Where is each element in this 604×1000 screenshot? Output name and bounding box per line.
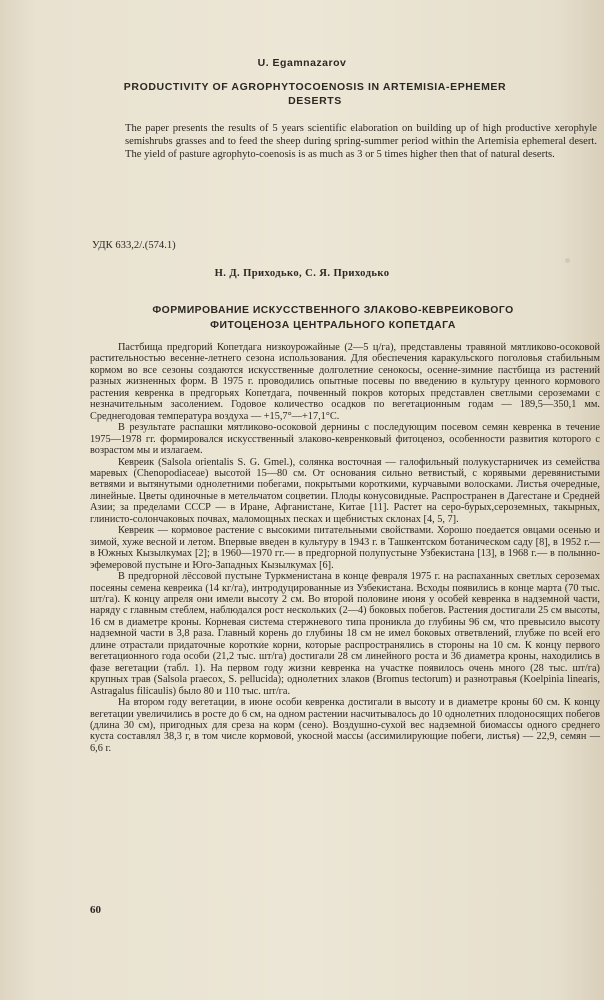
title-ru-line-1: ФОРМИРОВАНИЕ ИСКУССТВЕННОГО ЗЛАКОВО-КЕВРЕИКОВОГО: [152, 305, 514, 316]
authors-russian: Н. Д. Приходько, С. Я. Приходько: [214, 268, 390, 279]
page-number: 60: [90, 904, 101, 916]
paragraph: Кевреик — кормовое растение с высокими питательными свойствами. Хорошо поедается овцами осенью и зимой, хуже весной и летом. Впервые введен в культуру в 1943 г. в Ташкентском ботаническом саду [8], в 1952 г.— в Южных Кызылкумах [2]; в 1960—1970 гг.— в предгорной полупустыне Узбекистана [13], в 1968 г.— в полынно-эфемеровой пустыне и Юго-Западных Кызылкумах [6].: [90, 525, 600, 571]
paragraph: Пастбища предгорий Копетдага низкоурожайные (2—5 ц/га), представлены травяной мятликово-осоковой растительностью весенне-летнего сезона использования. Для обеспечения каракульского поголовья стабильным кормом во все сезоны создаются искусственные долголетние сенокосы, осенне-зимние пастбища из растений разных жизненных форм. В 1975 г. проводились опытные посевы по введению в культуру ценного кормового растения кевренка в предгорьях Копетдага, почвенный покров которых представлен светлыми сероземами с незначительным засолением. Годовое количество осадков по вегетационным годам — 189,5—350,1 мм. Среднегодовая температура воздуха — +15,7°—+17,1°С.: [90, 342, 600, 422]
title-en-line-2: DESERTS: [288, 95, 342, 107]
paragraph: Кевреик (Salsola orientalis S. G. Gmel.), солянка восточная — галофильный полукустарничек из семейства маревых (Chenopodiaceae) высотой 15—80 см. От основания сильно ветвистый, с корявыми деревянистыми ветвями и вытянутыми однолетними побегами, покрытыми короткими, курчавыми волосками. Листья очередные, линейные. Цветы одиночные в метельчатом соцветии. Плоды конусовидные. Распространен в Дагестане и Средней Азии; за пределами СССР — в Иране, Афганистане, Китае [11]. Растет на серо-бурых,сероземных, такырных, глинисто-солончаковых почвах, маломощных песках и щебнистых склонах [4, 5, 7].: [90, 456, 600, 525]
paper-spot: [565, 258, 570, 263]
article-title-russian: [108, 303, 558, 333]
paragraph: В результате распашки мятликово-осоковой дернины с последующим посевом семян кевренка в течение 1975—1978 гг. формировался искусственный злаково-кевренковый фитоценоз, особенности развития которого с возрастом мы и излагаем.: [90, 422, 600, 457]
paragraph: На втором году вегетации, в июне особи кевренка достигали в высоту и в диаметре кроны 60 см. К концу вегетации увеличились в росте до 6 см, на одном растении насчитывалось до 10 однолетних плодоносящих побегов (длина 30 см), пригодных для среза на корм (сено). Воздушно-сухой вес надземной биомассы одного среднего куста составлял 38,3 г, в том числе кормовой, укосной массы (ассимилирующие побеги, листья) — 22,9, семян — 6,6 г.: [90, 697, 600, 754]
paragraph: В предгорной лёссовой пустыне Туркменистана в конце февраля 1975 г. на распаханных светлых сероземах посеяны семена кевреика (14 кг/га), интродуцированные из Узбекистана. Всходы появились в конце марта (70 тыс. шт/га). К концу апреля они имели высоту 2 см. Во второй половине июня у особей кевренка в надземной части, наряду с главным стеблем, наблюдался рост нескольких (2—4) боковых побегов. Растения достигали 25 см высоты, 16 см в диаметре кроны. Корневая система стержневого типа проникла до глубины 96 см, что превысило высоту надземной части в 3,8 раза. Главный корень до глубины 18 см не имел боковых ответвлений, глубже по всей его длине отрастали придаточные короткие корни, которые распространялись в стороны на 10 см. К концу первого вегетационного года особи (21,2 тыс. шт/га) достигали 28 см линейного роста и 36 диаметра кроны, находились в фазе вегетации (табл. 1). На первом году жизни кевренка на участке появилось очень много (28 тыс. шт/га) крупных трав (Salsola praecox, S. pellucida); однолетних злаков (Bromus tectorum) и разнотравья (Koelpinia linearis, Astragalus filicaulis) было 80 и 110 тыс. шт/га.: [90, 571, 600, 697]
author-english: U. Egamnazarov: [257, 57, 347, 69]
title-en-line-1: PRODUCTIVITY OF AGROPHYTOCOENOSIS IN ARTEMISIA-EPHEMER: [123, 81, 507, 93]
title-ru-line-2: ФИТОЦЕНОЗА ЦЕНТРАЛЬНОГО КОПЕТДАГА: [210, 320, 456, 331]
article-body: [90, 342, 600, 754]
abstract-english: The paper presents the results of 5 years scientific elaboration on building up of high productive xerophyle semishrubs grasses and to feed the sheep during spring-summer period within the Artemisia ephemeral desert. The yield of pasture agrophyto-coenosis is as much as 3 or 5 times higher then that of natural deserts.: [125, 123, 597, 160]
article-title-english: [110, 80, 520, 108]
udk-code: УДК 633,2/.(574.1): [92, 240, 176, 251]
